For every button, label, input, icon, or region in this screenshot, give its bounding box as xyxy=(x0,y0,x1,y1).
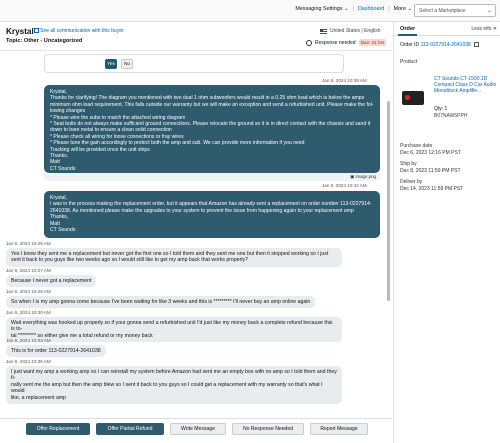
message-timestamp: Jan 6, 2024 10:39 AM xyxy=(322,78,367,83)
message-thread[interactable] xyxy=(0,50,392,415)
yes-button[interactable]: Yes xyxy=(105,59,117,69)
attachment[interactable]: ▣ image.png xyxy=(44,173,380,181)
no-response-needed-button[interactable]: No Response Needed xyxy=(232,423,304,435)
tab-order[interactable]: Order xyxy=(400,26,416,32)
write-message-button[interactable]: Write Message xyxy=(170,423,226,435)
marketplace-select[interactable] xyxy=(414,4,496,17)
order-id: Order ID 113-0227914-2641038 xyxy=(400,42,479,48)
message-timestamp: Jan 6, 2024 10:30 AM xyxy=(6,310,51,315)
product-image xyxy=(402,91,424,105)
clock-icon xyxy=(306,40,312,46)
less-info-toggle[interactable]: Less info ✕ xyxy=(471,26,497,32)
close-icon: ✕ xyxy=(492,26,497,32)
more-menu[interactable]: More ⌄ xyxy=(393,6,412,12)
product-qty: Qty: 1 xyxy=(434,106,448,112)
marketplace-placeholder: Select a Marketplace xyxy=(419,8,466,14)
copy-icon[interactable] xyxy=(474,42,479,47)
messaging-settings-link[interactable]: Messaging Settings ⌄ xyxy=(295,6,349,12)
buyer-message: So when I is my amp gonna come because I've been waiting for like 3 weeks and this is ********* I'll never buy an amp online again xyxy=(6,296,315,308)
purchase-date: Dec 6, 2023 12:16 PM PST xyxy=(400,150,461,156)
no-button[interactable]: No xyxy=(121,59,133,69)
top-nav xyxy=(295,6,412,12)
message-timestamp: Jan 6, 2024 10:42 AM xyxy=(322,183,367,188)
seller-message: Krystal, Thanks for clarifying! The diagram you mentioned with two dual 1 ohm subwoofers would result in a 0.25 ohm load which is below the amps minimum ohm load requirement. This falls outside our warranty but we will make an exception and send a refurbished unit. Please make the fol- lowing changes * Please wire the subs to match the attached wiring diagram * Seat bolts do not always make sufficient ground connections. Please relocate the ground so it is in direct contact with the chassis and sand it down to bare metal to ensure a clean solid connection * Please check all wiring for loose connections or fray wires * Please tune the gain accordingly to protect both the amp and sub. We can provide more information if you need Tracking will be provided once the unit ships Thanks, Matt CT Sounds xyxy=(44,85,380,173)
offer-partial-refund-button[interactable]: Offer Partial Refund xyxy=(96,423,164,435)
conversation-pane xyxy=(0,22,392,443)
dashboard-link[interactable]: Dashboard xyxy=(357,6,385,12)
due-badge: Due: 21 hrs xyxy=(360,40,385,45)
nav-separator: | xyxy=(388,6,390,12)
see-all-communication-link[interactable]: See all communication with this buyer xyxy=(34,28,124,34)
topic: Topic: Other - Uncategorized xyxy=(6,38,83,44)
buyer-message: This is for order 113-0227914-2641038 xyxy=(6,345,106,357)
order-id-link[interactable]: 113-0227914-2641038 xyxy=(420,42,471,48)
product-label: Product xyxy=(400,59,418,65)
message-timestamp: Jan 6, 2024 10:27 AM xyxy=(6,268,51,273)
message-timestamp: Jan 6, 2024 10:33 AM xyxy=(6,338,51,343)
buyer-message: Yes I know they sent me a replacement but never got the first one so I told them and they sent me one but then it stopped working so I just sent it back to you guys like two weeks ago so I would still like to get my amp back that works properly? xyxy=(6,248,342,267)
offer-replacement-button[interactable]: Offer Replacement xyxy=(26,423,90,435)
us-flag-icon xyxy=(320,29,327,34)
buyer-locale: United States | English xyxy=(320,28,381,34)
product-name-link[interactable]: CT Sounds CT-1500.1D Compact Class D Car Audio Monoblock Amplifie... xyxy=(434,76,497,95)
deliver-by-label: Deliver by xyxy=(400,179,423,185)
ship-by: Dec 8, 2023 11:59 PM PST xyxy=(400,168,461,174)
ship-by-label: Ship by xyxy=(400,161,417,167)
nav-separator: | xyxy=(352,6,354,12)
response-status: Response needed Due: 21 hrs xyxy=(306,39,386,46)
chevron-down-icon: ⌄ xyxy=(343,6,349,12)
order-panel xyxy=(393,22,500,443)
product-asin: B07NAW5PPH xyxy=(434,113,468,119)
image-icon: ▣ xyxy=(350,174,356,179)
chevron-down-icon: ⌄ xyxy=(407,6,412,12)
message-timestamp: Jan 6, 2024 10:28 AM xyxy=(6,289,51,294)
buyer-message: Because I never got a replacement xyxy=(6,275,96,287)
top-bar xyxy=(0,0,500,22)
buyer-message: I just want my amp a working amp so I can reinstall my system before Amazon had sent me an empty box with no amp so I told them and they fi- nally sent me the amp but then the amp blew so I sent it back to you guys so I could get a replacement with my warranty so that's what I would like, a replacement amp xyxy=(6,366,342,404)
thread-scrollbar[interactable] xyxy=(387,101,390,301)
message-icon xyxy=(34,28,39,33)
buyer-name: Krystal xyxy=(6,27,34,36)
chevron-down-icon: ⌄ xyxy=(486,8,492,14)
helpful-survey xyxy=(44,54,344,73)
buyer-message: Wait everything was hooked up properly so if your gonna send a refurbished unit I'd just like my money back a complete refund because this is to- tal ********* so either give me a total refund or my money back xyxy=(6,317,342,342)
deliver-by: Dec 14, 2023 11:59 PM PST xyxy=(400,186,464,192)
purchase-date-label: Purchase date xyxy=(400,143,433,149)
order-tabs xyxy=(394,22,500,36)
report-message-button[interactable]: Report Message xyxy=(310,423,368,435)
message-timestamp: Jan 6, 2024 10:35 AM xyxy=(6,359,51,364)
seller-message: Krystal, I was in the process making the replacement order, but it appears that Amazon has already sent a replacement on order number 113-0227914- 2641038. As mentioned please make the upgrades to your system to prevent the issue from happening again to your replacement amp Thanks, Matt CT Sounds xyxy=(44,191,380,238)
message-timestamp: Jan 6, 2024 10:26 AM xyxy=(6,241,51,246)
action-bar xyxy=(0,418,392,443)
